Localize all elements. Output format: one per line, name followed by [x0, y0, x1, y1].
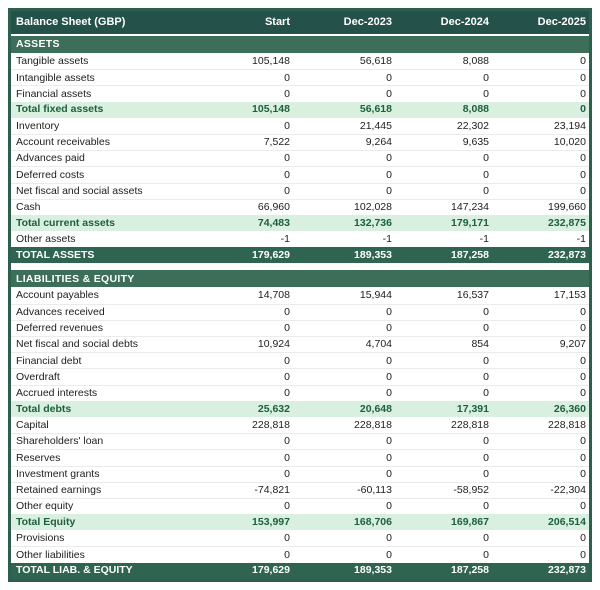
column-header-dec-2023: Dec-2023: [343, 16, 392, 28]
row-label: Account payables: [16, 290, 99, 301]
value-dec-2023: 56,618: [359, 54, 392, 67]
row-intangible-assets: [11, 69, 589, 85]
value-dec-2023: 0: [386, 451, 392, 464]
value-dec-2025: 26,360: [553, 402, 586, 415]
value-dec-2023: 132,736: [354, 216, 392, 229]
row-label: Advances received: [16, 306, 105, 318]
value-start: 0: [284, 548, 290, 561]
row-total-liab-equity: [11, 563, 589, 579]
value-dec-2023: 0: [386, 168, 392, 181]
value-dec-2024: 187,258: [451, 249, 489, 262]
row-capital: [11, 417, 589, 433]
value-dec-2024: -1: [479, 232, 489, 245]
row-label: Total debts: [16, 403, 72, 415]
row-label: Deferred costs: [16, 169, 85, 181]
value-start: 0: [284, 119, 290, 132]
value-dec-2023: 0: [386, 386, 392, 399]
value-dec-2023: 0: [386, 500, 392, 513]
value-dec-2023: 20,648: [359, 402, 392, 415]
row-label: TOTAL ASSETS: [16, 250, 95, 261]
value-dec-2023: 0: [386, 370, 392, 383]
value-dec-2024: 0: [483, 467, 489, 480]
value-dec-2025: 0: [580, 548, 586, 561]
value-dec-2023: 0: [386, 87, 392, 100]
row-label: Total Equity: [16, 516, 76, 528]
value-dec-2025: 0: [580, 500, 586, 513]
value-dec-2024: 0: [483, 532, 489, 545]
value-dec-2025: 0: [580, 322, 586, 335]
value-start: 7,522: [263, 136, 290, 149]
row-net-fiscal-and-social-debts: [11, 336, 589, 352]
row-provisions: [11, 530, 589, 546]
value-dec-2025: 0: [580, 451, 586, 464]
row-label: Inventory: [16, 120, 60, 132]
value-start: 0: [284, 87, 290, 100]
value-dec-2025: 0: [580, 152, 586, 165]
row-label: Provisions: [16, 533, 65, 544]
value-dec-2023: 0: [386, 71, 392, 84]
row-deferred-costs: [11, 166, 589, 182]
value-dec-2024: 228,818: [451, 418, 489, 431]
value-start: 0: [284, 354, 290, 367]
value-dec-2025: -1: [576, 232, 586, 245]
row-total-equity: [11, 514, 589, 530]
value-start: 10,924: [257, 338, 290, 351]
value-dec-2025: 10,020: [553, 136, 586, 149]
value-dec-2023: 0: [386, 548, 392, 561]
value-start: 105,148: [252, 103, 290, 116]
value-dec-2023: 0: [386, 305, 392, 318]
row-overdraft: [11, 368, 589, 384]
row-other-assets: [11, 231, 589, 247]
row-total-current-assets: [11, 215, 589, 231]
value-dec-2024: 0: [483, 370, 489, 383]
row-label: Other equity: [16, 501, 74, 512]
value-dec-2024: 0: [483, 386, 489, 399]
value-start: 0: [284, 168, 290, 181]
row-deferred-revenues: [11, 320, 589, 336]
row-label: Retained earnings: [16, 485, 102, 496]
value-dec-2025: 0: [580, 54, 586, 67]
table-title: Balance Sheet (GBP): [16, 17, 126, 28]
row-financial-assets: [11, 85, 589, 101]
table-header: [11, 11, 589, 34]
value-start: 179,629: [252, 249, 290, 262]
value-dec-2023: 189,353: [354, 249, 392, 262]
value-dec-2023: -1: [382, 232, 392, 245]
row-label: Account receivables: [16, 137, 110, 148]
value-dec-2025: 232,873: [548, 564, 586, 577]
value-dec-2025: 0: [580, 467, 586, 480]
value-dec-2025: 0: [580, 532, 586, 545]
balance-sheet-table: [8, 8, 592, 582]
value-dec-2025: 0: [580, 168, 586, 181]
value-start: 74,483: [257, 216, 290, 229]
value-dec-2024: 0: [483, 354, 489, 367]
value-dec-2024: 0: [483, 500, 489, 513]
column-header-dec-2024: Dec-2024: [440, 16, 489, 28]
section-gap: [11, 263, 589, 270]
value-start: 0: [284, 532, 290, 545]
value-start: 105,148: [252, 54, 290, 67]
value-dec-2023: 9,264: [365, 136, 392, 149]
value-dec-2025: 0: [580, 305, 586, 318]
row-label: Other assets: [16, 233, 76, 245]
value-dec-2024: 179,171: [451, 216, 489, 229]
value-start: 0: [284, 184, 290, 197]
value-start: 0: [284, 322, 290, 335]
value-start: 153,997: [252, 515, 290, 528]
row-shareholders-loan: [11, 433, 589, 449]
value-start: 179,629: [252, 564, 290, 577]
value-dec-2025: 232,875: [548, 216, 586, 229]
value-dec-2024: 8,088: [462, 54, 489, 67]
value-dec-2024: -58,952: [453, 484, 489, 497]
value-dec-2025: 0: [580, 386, 586, 399]
value-dec-2024: 0: [483, 305, 489, 318]
value-dec-2025: 206,514: [548, 515, 586, 528]
value-start: 0: [284, 71, 290, 84]
row-label: Total current assets: [16, 217, 116, 229]
value-start: 0: [284, 305, 290, 318]
row-advances-paid: [11, 150, 589, 166]
row-label: Financial assets: [16, 88, 92, 100]
row-label: Total fixed assets: [16, 104, 104, 115]
value-start: 0: [284, 451, 290, 464]
value-start: 0: [284, 435, 290, 448]
value-start: 14,708: [257, 289, 290, 302]
value-dec-2024: 0: [483, 184, 489, 197]
row-other-liabilities: [11, 546, 589, 562]
row-financial-debt: [11, 352, 589, 368]
value-dec-2024: 8,088: [462, 103, 489, 116]
row-label: TOTAL LIAB. & EQUITY: [16, 565, 133, 576]
section-assets: [11, 36, 589, 53]
value-dec-2024: 169,867: [451, 515, 489, 528]
value-dec-2023: 228,818: [354, 418, 392, 431]
value-dec-2025: 0: [580, 87, 586, 100]
value-dec-2025: 228,818: [548, 418, 586, 431]
section-liabilities-equity: [11, 270, 589, 287]
column-header-dec-2025: Dec-2025: [537, 16, 586, 28]
row-reserves: [11, 449, 589, 465]
row-label: Financial debt: [16, 355, 82, 367]
value-dec-2025: 199,660: [548, 201, 586, 214]
value-dec-2023: 0: [386, 532, 392, 545]
value-dec-2025: 0: [580, 370, 586, 383]
row-advances-received: [11, 304, 589, 320]
value-dec-2025: 0: [580, 184, 586, 197]
row-net-fiscal-and-social-assets: [11, 183, 589, 199]
row-label: Tangible assets: [16, 55, 89, 67]
value-dec-2025: 23,194: [553, 119, 586, 132]
table-body: [11, 36, 589, 579]
row-other-equity: [11, 498, 589, 514]
value-dec-2023: -60,113: [357, 484, 392, 497]
value-dec-2024: 0: [483, 322, 489, 335]
value-dec-2023: 0: [386, 152, 392, 165]
row-total-debts: [11, 401, 589, 417]
value-dec-2024: 22,302: [456, 119, 489, 132]
row-label: Reserves: [16, 452, 61, 464]
value-dec-2024: 854: [471, 338, 489, 351]
value-start: 0: [284, 152, 290, 165]
row-investment-grants: [11, 466, 589, 482]
value-dec-2024: 0: [483, 548, 489, 561]
row-cash: [11, 199, 589, 215]
value-dec-2025: 232,873: [548, 249, 586, 262]
value-dec-2024: 0: [483, 168, 489, 181]
value-dec-2024: 187,258: [451, 564, 489, 577]
value-dec-2023: 4,704: [365, 338, 392, 351]
value-dec-2024: 0: [483, 435, 489, 448]
value-dec-2024: 0: [483, 451, 489, 464]
value-start: 25,632: [257, 402, 290, 415]
value-dec-2024: 0: [483, 87, 489, 100]
row-account-payables: [11, 287, 589, 303]
value-dec-2023: 0: [386, 354, 392, 367]
value-dec-2023: 168,706: [354, 515, 392, 528]
row-label: Shareholders' loan: [16, 436, 104, 447]
section-title: LIABILITIES & EQUITY: [16, 273, 135, 285]
value-start: 0: [284, 370, 290, 383]
value-start: 0: [284, 500, 290, 513]
value-start: 0: [284, 467, 290, 480]
value-dec-2025: 0: [580, 435, 586, 448]
row-label: Net fiscal and social assets: [16, 185, 143, 197]
value-dec-2023: 189,353: [354, 564, 392, 577]
row-label: Cash: [16, 202, 41, 213]
value-dec-2023: 15,944: [359, 289, 392, 302]
value-dec-2024: 0: [483, 152, 489, 165]
value-dec-2025: 0: [580, 71, 586, 84]
row-label: Other liabilities: [16, 549, 85, 561]
value-dec-2025: 0: [580, 354, 586, 367]
row-label: Accrued interests: [16, 387, 98, 399]
value-start: 0: [284, 386, 290, 399]
row-tangible-assets: [11, 53, 589, 69]
row-label: Investment grants: [16, 468, 100, 480]
column-header-start: Start: [264, 16, 290, 28]
value-dec-2023: 0: [386, 467, 392, 480]
value-dec-2025: 17,153: [553, 289, 586, 302]
row-label: Net fiscal and social debts: [16, 339, 138, 350]
value-start: 228,818: [252, 418, 290, 431]
row-label: Capital: [16, 419, 49, 431]
value-dec-2023: 21,445: [359, 119, 392, 132]
value-dec-2025: 9,207: [559, 338, 586, 351]
row-label: Overdraft: [16, 371, 60, 383]
value-dec-2024: 17,391: [456, 402, 489, 415]
value-dec-2025: 0: [580, 103, 586, 116]
row-account-receivables: [11, 134, 589, 150]
value-dec-2024: 147,234: [451, 201, 489, 214]
row-inventory: [11, 118, 589, 134]
row-accrued-interests: [11, 385, 589, 401]
value-dec-2024: 0: [483, 71, 489, 84]
value-dec-2023: 0: [386, 184, 392, 197]
section-title: ASSETS: [16, 39, 60, 50]
value-start: 66,960: [257, 201, 290, 214]
value-dec-2025: -22,304: [550, 484, 586, 497]
value-dec-2023: 0: [386, 322, 392, 335]
value-start: -74,821: [254, 484, 290, 497]
row-total-assets: [11, 247, 589, 263]
row-retained-earnings: [11, 482, 589, 498]
value-start: -1: [280, 232, 290, 245]
row-label: Advances paid: [16, 153, 85, 164]
value-dec-2024: 9,635: [462, 136, 489, 149]
value-dec-2023: 56,618: [359, 103, 392, 116]
row-label: Deferred revenues: [16, 323, 103, 334]
row-total-fixed-assets: [11, 102, 589, 118]
row-label: Intangible assets: [16, 72, 95, 84]
value-dec-2023: 0: [386, 435, 392, 448]
value-dec-2024: 16,537: [456, 289, 489, 302]
value-dec-2023: 102,028: [354, 201, 392, 214]
